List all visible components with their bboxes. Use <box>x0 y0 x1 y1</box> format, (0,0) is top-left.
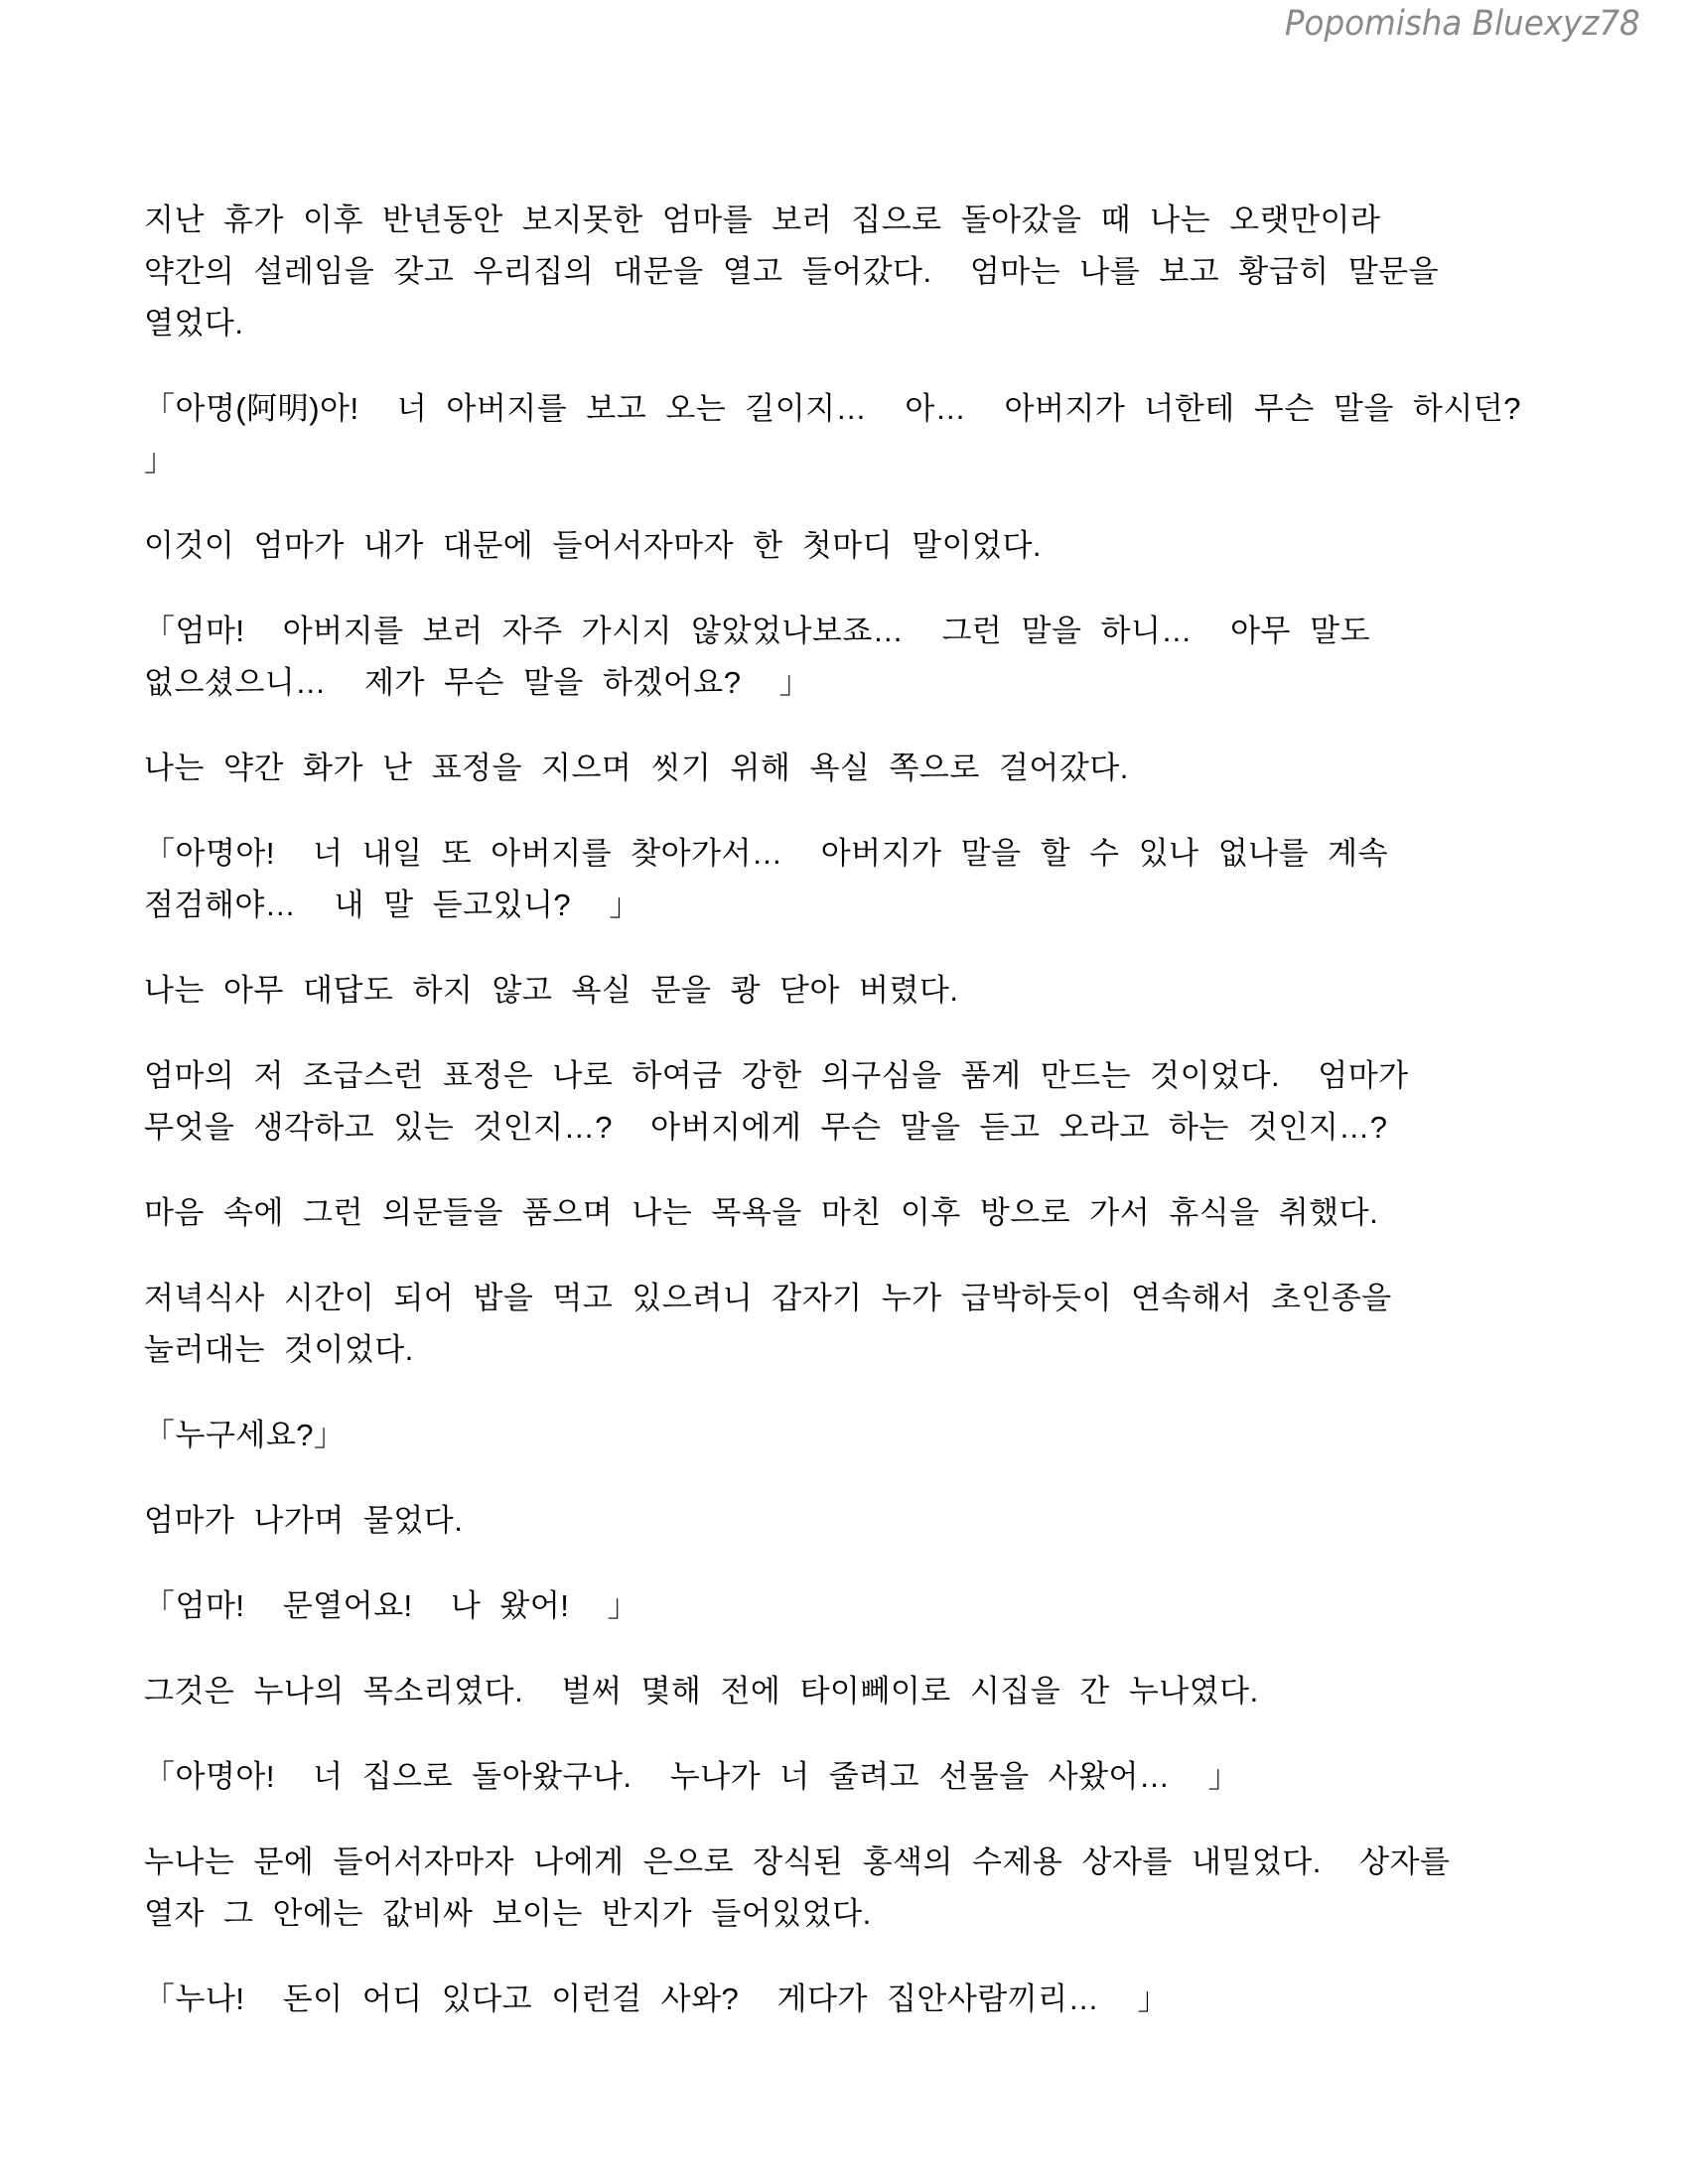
text-line: 눌러대는 것이었다. <box>144 1332 414 1367</box>
text-line: 「엄마! 아버지를 보러 자주 가시지 않았었나보죠… 그런 말을 하니… 아무 말도 <box>144 614 1371 648</box>
paragraph <box>144 965 1549 1017</box>
text-line: 「아명아! 너 집으로 돌아왔구나. 누나가 너 줄려고 선물을 사왔어… 」 <box>144 1759 1240 1794</box>
text-line: 나는 아무 대답도 하지 않고 욕실 문을 쾅 닫아 버렸다. <box>144 973 959 1008</box>
watermark-text: Popomisha Bluexyz78 <box>1285 4 1640 44</box>
text-line: 지난 휴가 이후 반년동안 보지못한 엄마를 보러 집으로 돌아갔을 때 나는 오랫만이라 <box>144 203 1381 237</box>
paragraph <box>144 1666 1549 1717</box>
paragraph <box>144 1837 1549 1940</box>
paragraph <box>144 1273 1549 1376</box>
text-line: 「아명아! 너 내일 또 아버지를 찾아가서… 아버지가 말을 할 수 있나 없나를 계속 <box>144 836 1389 871</box>
text-line: 엄마가 나가며 물었다. <box>144 1503 464 1538</box>
paragraph <box>144 1410 1549 1461</box>
text-line: 저녁식사 시간이 되어 밥을 먹고 있으려니 갑자기 누가 급박하듯이 연속해서 초인종을 <box>144 1281 1392 1315</box>
text-line: 「아명(阿明)아! 너 아버지를 보고 오는 길이지… 아… 아버지가 너한테 무슨 말을 하시던? <box>144 391 1521 426</box>
paragraph <box>144 606 1549 709</box>
text-line: 없으셨으니… 제가 무슨 말을 하겠어요? 」 <box>144 665 811 700</box>
text-line: 엄마의 저 조급스런 표정은 나로 하여금 강한 의구심을 품게 만드는 것이었다. 엄마가 <box>144 1058 1409 1093</box>
text-line: 누나는 문에 들어서자마자 나에게 은으로 장식된 홍색의 수제용 상자를 내밀었다. 상자를 <box>144 1844 1451 1879</box>
text-line: 나는 약간 화가 난 표정을 지으며 씻기 위해 욕실 쪽으로 걸어갔다. <box>144 751 1129 785</box>
text-line: 이것이 엄마가 내가 대문에 들어서자마자 한 첫마디 말이었다. <box>144 528 1043 563</box>
text-line: 「누나! 돈이 어디 있다고 이런걸 사와? 게다가 집안사람끼리… 」 <box>144 1981 1169 2016</box>
paragraph <box>144 195 1549 349</box>
paragraph <box>144 520 1549 572</box>
paragraph <box>144 1050 1549 1154</box>
text-line: 점검해야… 내 말 듣고있니? 」 <box>144 887 640 922</box>
paragraph <box>144 1974 1549 2025</box>
paragraph <box>144 743 1549 794</box>
text-line: 그것은 누나의 목소리였다. 벌써 몇해 전에 타이뻬이로 시집을 간 누나였다. <box>144 1674 1259 1708</box>
text-line: 약간의 설레임을 갖고 우리집의 대문을 열고 들어갔다. 엄마는 나를 보고 황급히 말문을 <box>144 254 1440 289</box>
paragraph <box>144 1751 1549 1803</box>
paragraph <box>144 383 1549 486</box>
text-line: 「엄마! 문열어요! 나 왔어! 」 <box>144 1588 639 1623</box>
paragraph <box>144 1187 1549 1239</box>
paragraph <box>144 828 1549 931</box>
text-line: 마음 속에 그런 의문들을 품으며 나는 목욕을 마친 이후 방으로 가서 휴식을 취했다. <box>144 1195 1379 1230</box>
text-line: 열었다. <box>144 306 244 341</box>
document-body <box>144 195 1549 2059</box>
text-line: 무엇을 생각하고 있는 것인지…? 아버지에게 무슨 말을 듣고 오라고 하는 것인지…? <box>144 1110 1388 1145</box>
text-line: 열자 그 안에는 값비싸 보이는 반지가 들어있었다. <box>144 1896 872 1931</box>
text-line: 「누구세요?」 <box>144 1418 346 1452</box>
text-line: 」 <box>144 443 176 478</box>
paragraph <box>144 1495 1549 1547</box>
paragraph <box>144 1580 1549 1632</box>
